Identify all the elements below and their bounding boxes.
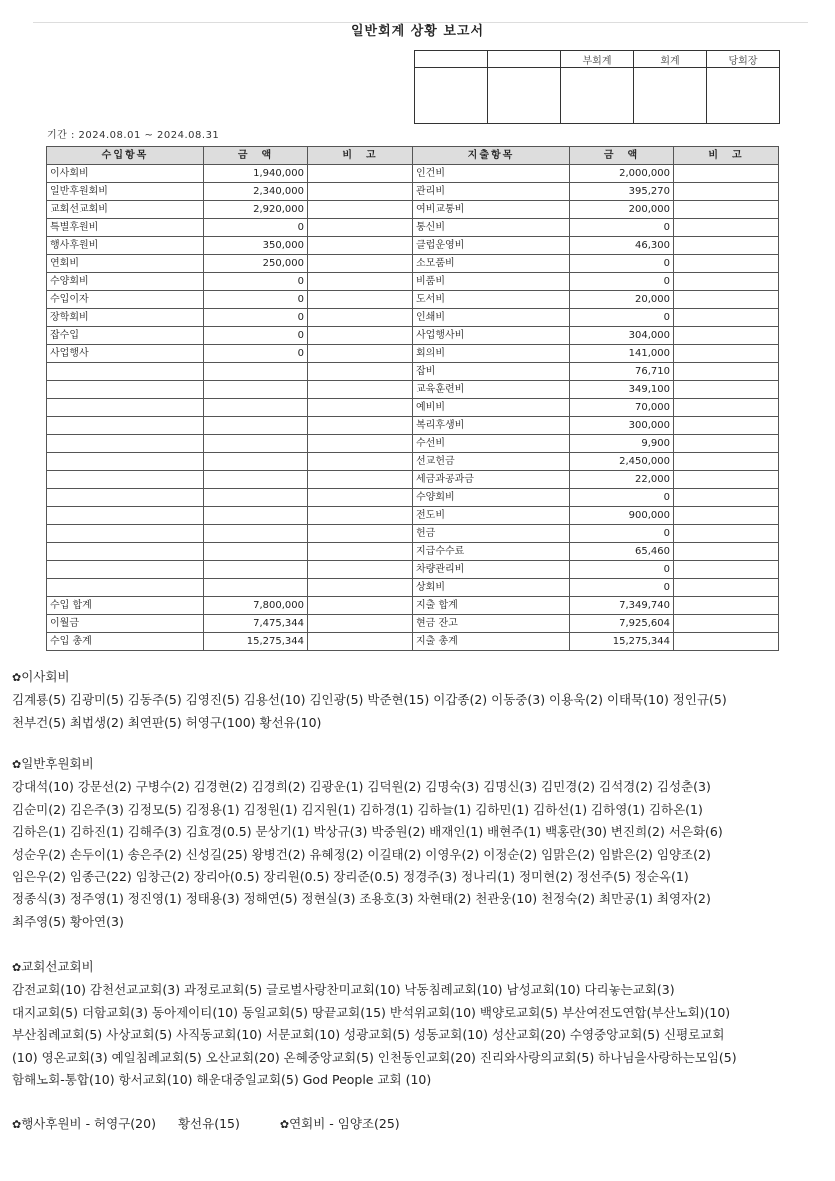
expense-note	[674, 471, 779, 489]
approval-header: 회계	[634, 51, 707, 68]
total-label: 지출 총계	[413, 633, 570, 651]
income-amount	[204, 453, 308, 471]
footer-summary	[12, 1114, 400, 1132]
income-note	[308, 453, 413, 471]
expense-note	[674, 183, 779, 201]
income-item	[47, 507, 204, 525]
income-amount	[204, 525, 308, 543]
flower-icon: ✿	[12, 1118, 22, 1131]
expense-item: 예비비	[413, 399, 570, 417]
table-row	[47, 489, 779, 507]
expense-amount: 46,300	[570, 237, 674, 255]
total-amount: 7,925,604	[570, 615, 674, 633]
income-amount: 0	[204, 273, 308, 291]
expense-amount: 20,000	[570, 291, 674, 309]
table-row	[47, 363, 779, 381]
expense-item: 전도비	[413, 507, 570, 525]
expense-item: 인쇄비	[413, 309, 570, 327]
total-label: 지출 합계	[413, 597, 570, 615]
expense-item: 수선비	[413, 435, 570, 453]
table-row	[47, 309, 779, 327]
expense-amount: 0	[570, 309, 674, 327]
income-note	[308, 183, 413, 201]
table-row	[47, 183, 779, 201]
section-line: 함해노회-통합(10) 항서교회(10) 해운대중일교회(5) God People 교회 (10)	[12, 1072, 432, 1088]
expense-amount: 70,000	[570, 399, 674, 417]
section-line: 대지교회(5) 더함교회(3) 동아제이티(10) 동일교회(5) 땅끝교회(15) 반석위교회(10) 백양로교회(5) 부산여전도연합(부산노회)(10)	[12, 1004, 731, 1020]
expense-item: 잡비	[413, 363, 570, 381]
section-line: (10) 영온교회(3) 예일침례교회(5) 오산교회(20) 온혜중앙교회(5) 인천동인교회(20) 진리와사랑의교회(5) 하나님을사랑하는모임(5)	[12, 1049, 737, 1065]
income-note	[308, 489, 413, 507]
income-item	[47, 453, 204, 471]
expense-amount: 9,900	[570, 435, 674, 453]
total-label: 수입 합계	[47, 597, 204, 615]
col-header: 금 액	[204, 147, 308, 165]
expense-amount: 2,000,000	[570, 165, 674, 183]
flower-icon: ✿	[12, 758, 22, 771]
expense-item: 사업행사비	[413, 327, 570, 345]
expense-amount: 304,000	[570, 327, 674, 345]
income-item: 이사회비	[47, 165, 204, 183]
expense-amount: 395,270	[570, 183, 674, 201]
income-item	[47, 471, 204, 489]
section-line: 강대석(10) 강문선(2) 구병수(2) 김경현(2) 김경희(2) 김광운(1) 김덕원(2) 김명숙(3) 김명신(3) 김민경(2) 김석경(2) 김성춘(3)	[12, 779, 711, 795]
total-note	[674, 597, 779, 615]
flower-icon: ✿	[279, 1118, 290, 1131]
total-amount: 7,475,344	[204, 615, 308, 633]
section-general-support	[12, 753, 827, 933]
income-amount	[204, 363, 308, 381]
expense-item: 수양회비	[413, 489, 570, 507]
signature-cell	[488, 68, 561, 124]
income-note	[308, 255, 413, 273]
expense-amount: 76,710	[570, 363, 674, 381]
income-note	[308, 561, 413, 579]
total-label: 수입 총계	[47, 633, 204, 651]
table-row	[47, 579, 779, 597]
expense-item: 인건비	[413, 165, 570, 183]
income-item: 일반후원회비	[47, 183, 204, 201]
expense-note	[674, 399, 779, 417]
expense-item: 소모품비	[413, 255, 570, 273]
expense-item: 선교헌금	[413, 453, 570, 471]
table-row	[47, 453, 779, 471]
event-support-text2: 황선유(15)	[177, 1116, 240, 1131]
income-item	[47, 363, 204, 381]
table-row	[47, 525, 779, 543]
expense-item: 여비교통비	[413, 201, 570, 219]
flower-icon: ✿	[12, 961, 22, 974]
expense-item: 교육훈련비	[413, 381, 570, 399]
approval-header: 당회장	[707, 51, 780, 68]
income-note	[308, 579, 413, 597]
expense-item: 회의비	[413, 345, 570, 363]
expense-item: 클럽운영비	[413, 237, 570, 255]
expense-note	[674, 327, 779, 345]
expense-amount: 200,000	[570, 201, 674, 219]
income-note	[308, 507, 413, 525]
expense-amount: 141,000	[570, 345, 674, 363]
table-row	[47, 219, 779, 237]
income-item	[47, 561, 204, 579]
expense-amount: 22,000	[570, 471, 674, 489]
expense-note	[674, 273, 779, 291]
expense-note	[674, 291, 779, 309]
expense-note	[674, 255, 779, 273]
expense-note	[674, 453, 779, 471]
expense-amount: 900,000	[570, 507, 674, 525]
income-item	[47, 525, 204, 543]
flower-icon: ✿	[12, 671, 22, 684]
table-row	[47, 327, 779, 345]
expense-amount: 2,450,000	[570, 453, 674, 471]
section-line: 최주영(5) 황아연(3)	[12, 913, 124, 929]
income-note	[308, 363, 413, 381]
income-note	[308, 435, 413, 453]
total-note	[308, 597, 413, 615]
income-amount	[204, 507, 308, 525]
income-note	[308, 417, 413, 435]
income-note	[308, 381, 413, 399]
income-amount	[204, 417, 308, 435]
income-item: 특별후원비	[47, 219, 204, 237]
income-item: 연회비	[47, 255, 204, 273]
col-header: 수입항목	[47, 147, 204, 165]
income-note	[308, 327, 413, 345]
expense-note	[674, 363, 779, 381]
expense-item: 헌금	[413, 525, 570, 543]
income-amount: 2,340,000	[204, 183, 308, 201]
expense-note	[674, 417, 779, 435]
expense-item: 세금과공과금	[413, 471, 570, 489]
col-header: 비 고	[308, 147, 413, 165]
income-amount	[204, 471, 308, 489]
expense-note	[674, 543, 779, 561]
income-note	[308, 309, 413, 327]
income-amount	[204, 399, 308, 417]
table-row	[47, 417, 779, 435]
section-heading: ✿이사회비	[12, 669, 70, 684]
expense-item: 관리비	[413, 183, 570, 201]
annual-dues-heading: 연회비	[289, 1116, 326, 1131]
expense-note	[674, 579, 779, 597]
income-amount: 1,940,000	[204, 165, 308, 183]
section-line: 임은우(2) 임종근(22) 임창근(2) 장리아(0.5) 장리원(0.5) 장리준(0.5) 정경주(3) 정나리(1) 정미현(2) 정선주(5) 정순옥(1)	[12, 869, 689, 885]
approval-header	[488, 51, 561, 68]
income-amount: 0	[204, 309, 308, 327]
section-line: 김계룡(5) 김광미(5) 김동주(5) 김영진(5) 김용선(10) 김인광(5) 박준현(15) 이갑종(2) 이동중(3) 이용욱(2) 이태묵(10) 정인규(5)	[12, 692, 727, 708]
income-item: 장학회비	[47, 309, 204, 327]
section-heading: ✿교회선교회비	[12, 959, 94, 974]
total-amount: 15,275,344	[570, 633, 674, 651]
expense-note	[674, 237, 779, 255]
expense-item: 비품비	[413, 273, 570, 291]
expense-amount: 0	[570, 219, 674, 237]
ledger-header-row	[47, 147, 779, 165]
expense-note	[674, 507, 779, 525]
total-label: 현금 잔고	[413, 615, 570, 633]
income-item	[47, 435, 204, 453]
income-note	[308, 291, 413, 309]
expense-amount: 0	[570, 255, 674, 273]
col-header: 비 고	[674, 147, 779, 165]
approval-header: 부회계	[561, 51, 634, 68]
expense-item: 상회비	[413, 579, 570, 597]
income-amount: 0	[204, 291, 308, 309]
income-amount	[204, 381, 308, 399]
section-line: 김하은(1) 김하진(1) 김해주(3) 김효경(0.5) 문상기(1) 박상규(3) 박중원(2) 배재인(1) 배현주(1) 백홍란(30) 변진희(2) 서은화(6)	[12, 824, 723, 840]
annual-dues-text: - 임양조(25)	[329, 1116, 400, 1131]
expense-item: 차량관리비	[413, 561, 570, 579]
section-line: 성순우(2) 손두이(1) 송은주(2) 신성길(25) 왕병건(2) 유혜정(2) 이길태(2) 이영우(2) 이정순(2) 임맑은(2) 임밝은(2) 임양조(2)	[12, 846, 711, 862]
approval-header	[415, 51, 488, 68]
ledger-table	[46, 146, 779, 651]
income-amount	[204, 489, 308, 507]
income-note	[308, 471, 413, 489]
section-line: 감전교회(10) 감천선교교회(3) 과정로교회(5) 글로벌사랑찬미교회(10) 낙동침례교회(10) 남성교회(10) 다리놓는교회(3)	[12, 982, 675, 998]
income-item	[47, 417, 204, 435]
section-line: 정종식(3) 정주영(1) 정진영(1) 정태용(3) 정해연(5) 정현실(3) 조용호(3) 차현태(2) 천관웅(10) 천정숙(2) 최만공(1) 최영자(2)	[12, 891, 711, 907]
expense-note	[674, 381, 779, 399]
table-row	[47, 399, 779, 417]
income-amount: 250,000	[204, 255, 308, 273]
income-item: 잡수입	[47, 327, 204, 345]
event-support-text: - 허영구(20)	[85, 1116, 156, 1131]
expense-amount: 0	[570, 525, 674, 543]
expense-item: 도서비	[413, 291, 570, 309]
total-note	[674, 615, 779, 633]
income-note	[308, 237, 413, 255]
total-row	[47, 633, 779, 651]
section-church-mission	[12, 956, 827, 1091]
table-row	[47, 543, 779, 561]
section-line: 김순미(2) 김은주(3) 김정모(5) 김정용(1) 김정원(1) 김지원(1) 김하경(1) 김하늘(1) 김하민(1) 김하선(1) 김하영(1) 김하온(1)	[12, 801, 703, 817]
income-item: 수입이자	[47, 291, 204, 309]
table-row	[47, 435, 779, 453]
expense-amount: 65,460	[570, 543, 674, 561]
table-row	[47, 381, 779, 399]
col-header: 금 액	[570, 147, 674, 165]
income-amount	[204, 579, 308, 597]
expense-note	[674, 165, 779, 183]
signature-cell	[707, 68, 780, 124]
income-amount	[204, 435, 308, 453]
income-item	[47, 489, 204, 507]
event-support-heading: 행사후원비	[21, 1116, 82, 1131]
expense-note	[674, 201, 779, 219]
table-row	[47, 237, 779, 255]
income-amount: 0	[204, 219, 308, 237]
col-header: 지출항목	[413, 147, 570, 165]
income-item	[47, 543, 204, 561]
income-note	[308, 525, 413, 543]
income-amount	[204, 561, 308, 579]
expense-note	[674, 489, 779, 507]
expense-note	[674, 219, 779, 237]
total-note	[308, 615, 413, 633]
expense-amount: 0	[570, 489, 674, 507]
income-item: 사업행사	[47, 345, 204, 363]
expense-item: 지급수수료	[413, 543, 570, 561]
section-board-dues	[12, 666, 827, 734]
income-note	[308, 273, 413, 291]
table-row	[47, 561, 779, 579]
section-line: 부산침례교회(5) 사상교회(5) 사직동교회(10) 서문교회(10) 성광교회(5) 성동교회(10) 성산교회(20) 수영중앙교회(5) 신평로교회	[12, 1027, 725, 1043]
table-row	[47, 201, 779, 219]
expense-amount: 0	[570, 273, 674, 291]
income-note	[308, 219, 413, 237]
income-note	[308, 165, 413, 183]
expense-amount: 0	[570, 579, 674, 597]
table-row	[47, 471, 779, 489]
table-row	[47, 345, 779, 363]
income-amount: 2,920,000	[204, 201, 308, 219]
income-item	[47, 381, 204, 399]
income-note	[308, 399, 413, 417]
expense-note	[674, 309, 779, 327]
expense-amount: 300,000	[570, 417, 674, 435]
total-row	[47, 615, 779, 633]
expense-item: 통신비	[413, 219, 570, 237]
table-row	[47, 273, 779, 291]
total-note	[308, 633, 413, 651]
total-row	[47, 597, 779, 615]
expense-note	[674, 561, 779, 579]
signature-cell	[415, 68, 488, 124]
income-note	[308, 345, 413, 363]
table-row	[47, 291, 779, 309]
expense-note	[674, 345, 779, 363]
table-row	[47, 255, 779, 273]
income-item: 수양회비	[47, 273, 204, 291]
expense-item: 복리후생비	[413, 417, 570, 435]
income-item	[47, 579, 204, 597]
income-amount	[204, 543, 308, 561]
signature-cell	[561, 68, 634, 124]
total-note	[674, 633, 779, 651]
section-heading: ✿일반후원회비	[12, 756, 94, 771]
signature-cell	[634, 68, 707, 124]
income-item: 교회선교회비	[47, 201, 204, 219]
expense-note	[674, 525, 779, 543]
total-amount: 7,349,740	[570, 597, 674, 615]
expense-amount: 349,100	[570, 381, 674, 399]
income-note	[308, 543, 413, 561]
income-amount: 0	[204, 327, 308, 345]
income-amount: 0	[204, 345, 308, 363]
total-label: 이월금	[47, 615, 204, 633]
approval-box	[414, 50, 780, 124]
total-amount: 7,800,000	[204, 597, 308, 615]
income-amount: 350,000	[204, 237, 308, 255]
expense-note	[674, 435, 779, 453]
income-item: 행사후원비	[47, 237, 204, 255]
table-row	[47, 507, 779, 525]
page-title: 일반회계 상황 보고서	[350, 24, 485, 39]
total-amount: 15,275,344	[204, 633, 308, 651]
income-item	[47, 399, 204, 417]
table-row	[47, 165, 779, 183]
report-period: 기간 : 2024.08.01 ~ 2024.08.31	[47, 130, 220, 141]
section-line: 천부건(5) 최법생(2) 최연판(5) 허영구(100) 황선유(10)	[12, 714, 322, 730]
income-note	[308, 201, 413, 219]
expense-amount: 0	[570, 561, 674, 579]
